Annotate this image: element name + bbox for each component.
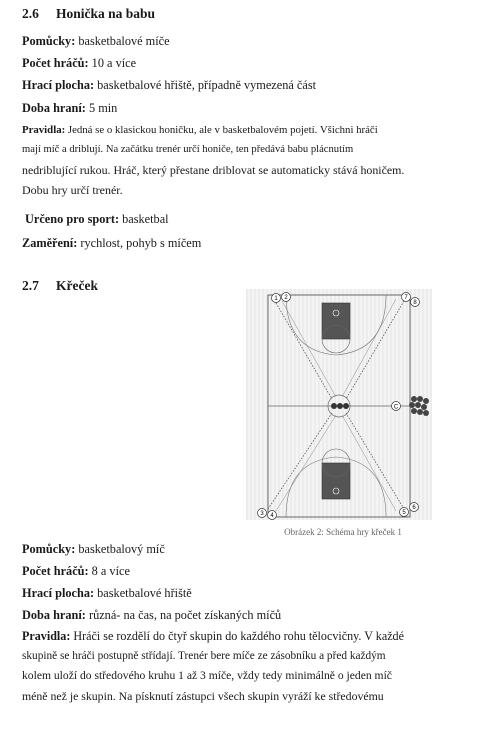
equipment-value: basketbalové míče <box>78 34 170 48</box>
sport-line <box>25 212 169 227</box>
rules-label: Pravidla: <box>22 124 66 136</box>
players-label: Počet hráčů: <box>22 564 89 578</box>
top-key <box>322 303 350 339</box>
area-label: Hrací plocha: <box>22 586 95 600</box>
ball-icon <box>331 403 337 409</box>
player-number: 3 <box>260 511 264 518</box>
duration-label: Doba hraní: <box>22 608 86 622</box>
area-line <box>22 586 192 601</box>
players-value: 10 a více <box>91 56 137 70</box>
equipment-line <box>22 542 165 557</box>
rules-line: méně než je skupin. Na písknutí zástupci všech skupin vyráží ke středovému <box>22 689 384 703</box>
section-number: 2.7 <box>22 278 39 293</box>
duration-label: Doba hraní: <box>22 101 86 115</box>
equipment-label: Pomůcky: <box>22 542 76 556</box>
sport-label: Určeno pro sport: <box>25 212 120 226</box>
area-value: basketbalové hřiště <box>97 586 192 600</box>
focus-value: rychlost, pohyb s míčem <box>80 236 202 250</box>
player-number: 2 <box>284 295 288 302</box>
rules-label: Pravidla: <box>22 629 71 643</box>
section-heading-2-6 <box>22 6 155 22</box>
ball-reserve <box>409 396 429 416</box>
focus-label: Zaměření: <box>22 236 78 250</box>
rules-line: Dobu hry určí trenér. <box>22 183 123 197</box>
section-number: 2.6 <box>22 6 39 21</box>
player-number: 6 <box>412 505 416 512</box>
court-diagram <box>246 289 432 520</box>
area-value: basketbalové hřiště, případně vymezená část <box>97 78 317 92</box>
rules-paragraph <box>22 120 404 200</box>
area-line <box>22 78 316 93</box>
ball-icon <box>337 403 343 409</box>
figure-caption: Obrázek 2: Schéma hry křeček 1 <box>284 527 402 537</box>
sport-value: basketbal <box>122 212 169 226</box>
rules-line: nedriblující rukou. Hráč, který přestane driblovat se automaticky stává honičem. <box>22 163 405 177</box>
section-title: Honička na babu <box>56 6 156 21</box>
duration-value: různá- na čas, na počet získaných míčů <box>88 608 282 622</box>
rules-line: kolem uloží do středového kruhu 1 až 3 míče, vždy tedy minimálně o jeden míč <box>22 669 392 682</box>
rules-line: mají míč a driblují. Na začátku trenér určí honiče, ten předává babu plácnutím <box>22 144 354 155</box>
equipment-line <box>22 34 170 49</box>
ball-icon <box>343 403 349 409</box>
rules-line: skupině se hráči postupně střídají. Trenér bere míče ze zásobníku a před každým <box>22 650 386 662</box>
players-label: Počet hráčů: <box>22 56 89 70</box>
duration-line <box>22 101 117 116</box>
rules-paragraph <box>22 626 404 706</box>
equipment-value: basketbalový míč <box>78 542 165 556</box>
players-line <box>22 564 130 579</box>
equipment-label: Pomůcky: <box>22 34 76 48</box>
players-value: 8 a více <box>91 564 130 578</box>
focus-line <box>22 236 201 251</box>
bottom-key <box>322 463 350 499</box>
player-number: 7 <box>404 295 408 302</box>
player-number: 5 <box>402 510 406 517</box>
player-number: 8 <box>413 300 417 307</box>
section-heading-2-7 <box>22 278 98 294</box>
area-label: Hrací plocha: <box>22 78 95 92</box>
rules-line: Jedná se o klasickou honičku, ale v basketbalovém pojetí. Všichni hráči <box>67 124 378 136</box>
duration-line <box>22 608 281 623</box>
duration-value: 5 min <box>88 101 118 115</box>
rules-line: Hráči se rozdělí do čtyř skupin do každého rohu tělocvičny. V každé <box>73 629 404 643</box>
coach-label: C <box>393 404 399 411</box>
player-number: 1 <box>274 296 278 303</box>
player-number: 4 <box>270 513 274 520</box>
players-line <box>22 56 136 71</box>
section-title: Křeček <box>56 278 98 293</box>
